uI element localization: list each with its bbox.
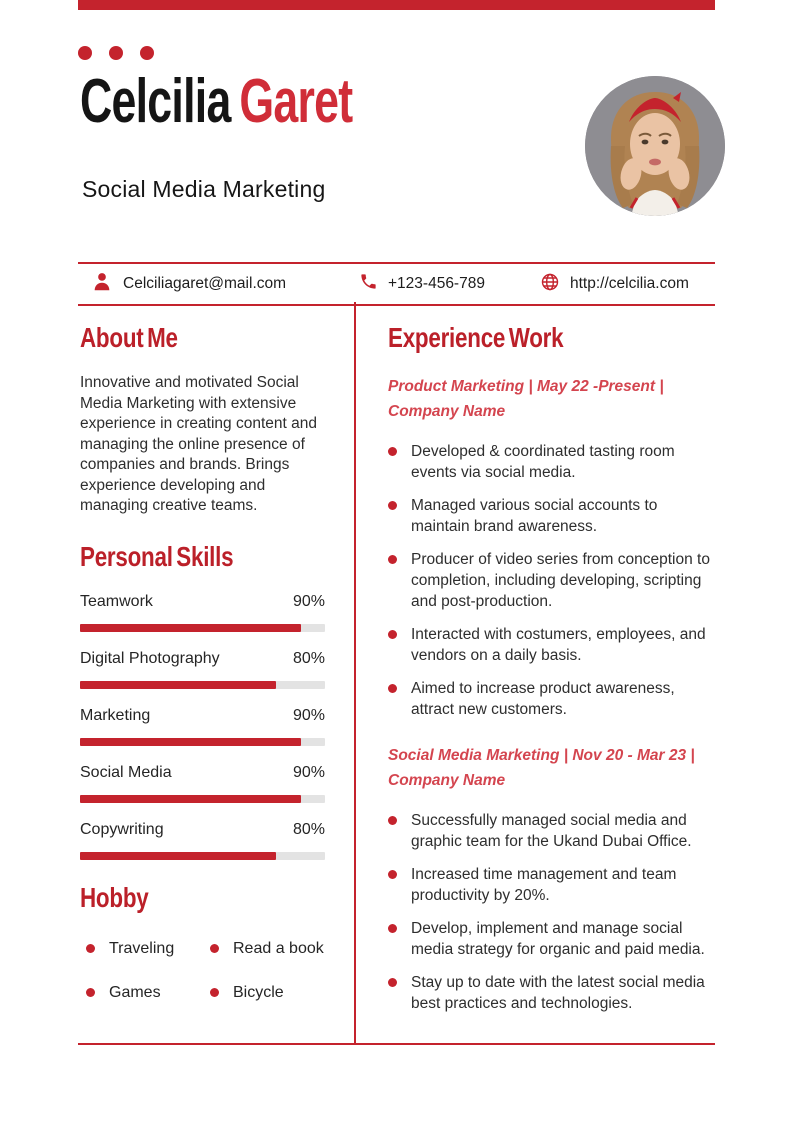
skill-bar [80, 681, 325, 689]
first-name: Celcilia [80, 67, 240, 136]
experience-bullet [388, 441, 718, 483]
hobby-label: Traveling [109, 939, 175, 957]
hobby-item [80, 984, 204, 1002]
phone-icon [359, 272, 378, 296]
about-title: About Me [80, 322, 178, 353]
hobby-label: Games [109, 983, 161, 1001]
bottom-rule [78, 1043, 715, 1045]
experience-bullet [388, 678, 718, 720]
skill-percent: 80% [292, 820, 325, 838]
bullet-icon [388, 924, 397, 933]
skill-bar [80, 795, 325, 803]
globe-icon [540, 272, 560, 297]
hobby-label: Bicycle [233, 983, 284, 1001]
skill-bar [80, 738, 325, 746]
skill-percent: 90% [292, 763, 325, 781]
skill-percent: 90% [292, 592, 325, 610]
skill-bar [80, 852, 325, 860]
skill-label: Copywriting [80, 820, 164, 838]
bullet-icon [388, 816, 397, 825]
dot-icon [140, 46, 154, 60]
bullet-text: Stay up to date with the latest social media best practices and technologies. [411, 974, 705, 1012]
job-title: Social Media Marketing | Nov 20 - Mar 23 | Company Name [388, 747, 695, 789]
hobby-item [204, 984, 325, 1002]
profile-photo [585, 76, 725, 216]
skill-row [80, 821, 325, 841]
bullet-text: Managed various social accounts to maintain brand awareness. [411, 497, 658, 535]
right-column [388, 322, 718, 1026]
skills-title: Personal Skills [80, 540, 234, 572]
bullet-icon [388, 978, 397, 987]
bullet-text: Producer of video series from conception to completion, including developing, scripting and post-production. [411, 551, 710, 610]
contact-phone [359, 264, 485, 304]
skill-label: Digital Photography [80, 649, 220, 667]
skill-bar-fill [80, 852, 276, 860]
experience-bullet [388, 624, 718, 666]
skill-row [80, 764, 325, 784]
hobby-label: Read a book [233, 939, 324, 957]
experience-bullet [388, 549, 718, 612]
contact-email-value: Celciliagaret@mail.com [123, 275, 287, 292]
bullet-icon [210, 988, 219, 997]
skill-label: Marketing [80, 706, 151, 724]
bullet-icon [86, 944, 95, 953]
bullet-text: Develop, implement and manage social media strategy for organic and paid media. [411, 920, 705, 958]
top-accent-bar [78, 0, 715, 10]
bullet-icon [388, 630, 397, 639]
skill-item [80, 764, 325, 803]
skill-bar-fill [80, 795, 301, 803]
contact-phone-value: +123-456-789 [388, 275, 485, 292]
experience-bullet [388, 810, 718, 852]
skill-label: Teamwork [80, 592, 153, 610]
skill-percent: 90% [292, 706, 325, 724]
left-column [80, 322, 325, 1002]
about-text: Innovative and motivated Social Media Marketing with extensive experience in creating content and managing the online presence of companies and brands. Brings experience developing and managing creative teams. [80, 374, 317, 514]
skill-row [80, 707, 325, 727]
person-name [80, 66, 352, 137]
contact-website [540, 264, 689, 304]
contact-website-value: http://celcilia.com [570, 275, 689, 292]
skill-item [80, 707, 325, 746]
skill-row [80, 650, 325, 670]
bullet-icon [86, 988, 95, 997]
job-subtitle: Social Media Marketing [82, 176, 326, 202]
hobby-item [80, 940, 204, 958]
bullet-text: Aimed to increase product awareness, attract new customers. [411, 680, 675, 718]
experience-bullet [388, 495, 718, 537]
bullet-icon [388, 870, 397, 879]
experience-bullet [388, 864, 718, 906]
hobby-item [204, 940, 325, 958]
hobby-title: Hobby [80, 881, 149, 913]
bullet-icon [388, 555, 397, 564]
contact-bar [78, 262, 715, 306]
bullet-icon [210, 944, 219, 953]
job-bullet-list [388, 810, 718, 1014]
skill-row [80, 593, 325, 613]
experience-bullet [388, 972, 718, 1014]
column-divider [354, 302, 356, 1043]
skill-item [80, 650, 325, 689]
skill-bar [80, 624, 325, 632]
experience-title: Experience Work [388, 322, 564, 353]
job-title: Product Marketing | May 22 -Present | Company Name [388, 378, 664, 420]
skill-bar-fill [80, 738, 301, 746]
bullet-icon [388, 684, 397, 693]
skill-bar-fill [80, 681, 276, 689]
experience-jobs [388, 374, 718, 1014]
skill-percent: 80% [292, 649, 325, 667]
job-entry [388, 743, 718, 1014]
bullet-icon [388, 501, 397, 510]
dot-icon [109, 46, 123, 60]
dot-icon [78, 46, 92, 60]
contact-email [91, 264, 286, 304]
skill-item [80, 593, 325, 632]
skills-list [80, 593, 325, 860]
bullet-text: Interacted with costumers, employees, and vendors on a daily basis. [411, 626, 706, 664]
person-icon [91, 271, 113, 298]
hobby-list [80, 940, 325, 1002]
bullet-text: Developed & coordinated tasting room events via social media. [411, 443, 675, 481]
skill-label: Social Media [80, 763, 172, 781]
last-name: Garet [239, 67, 353, 136]
bullet-icon [388, 447, 397, 456]
experience-bullet [388, 918, 718, 960]
job-entry [388, 374, 718, 720]
decorative-dots [78, 46, 154, 60]
job-bullet-list [388, 441, 718, 720]
skill-bar-fill [80, 624, 301, 632]
bullet-text: Increased time management and team productivity by 20%. [411, 866, 677, 904]
bullet-text: Successfully managed social media and graphic team for the Ukand Dubai Office. [411, 812, 692, 850]
skill-item [80, 821, 325, 860]
